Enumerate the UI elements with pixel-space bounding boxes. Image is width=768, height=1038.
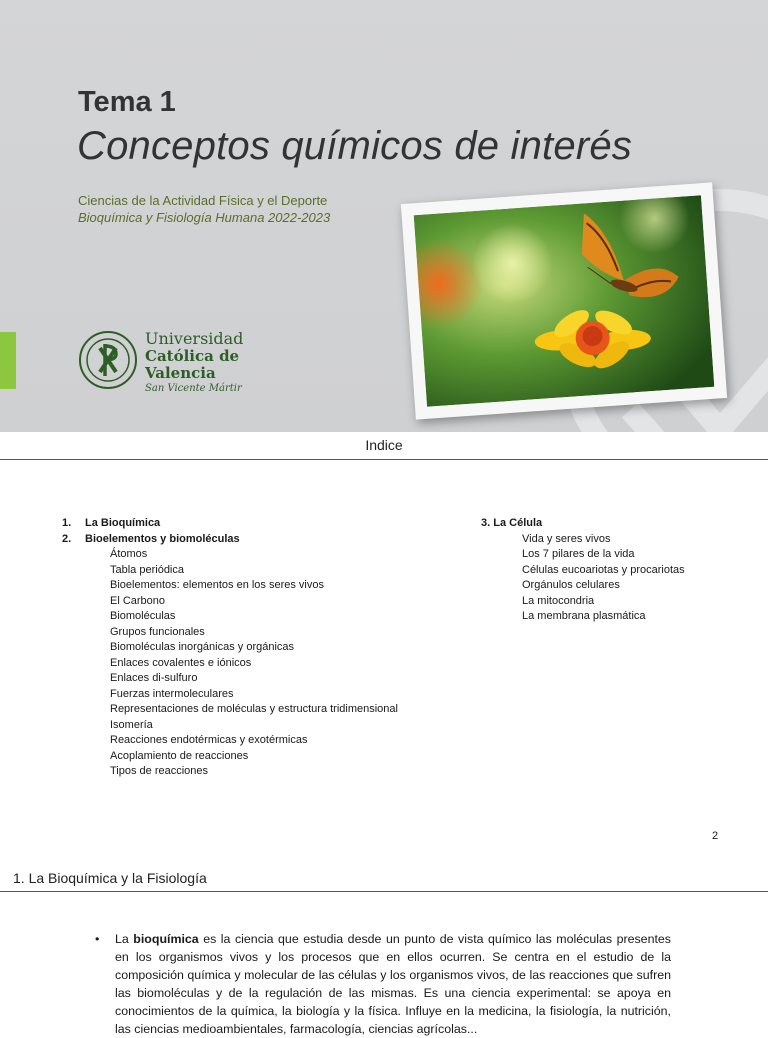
page-number: 2 (712, 830, 719, 842)
index-item-number: 3 (481, 517, 488, 529)
university-name-line2: Católica de (145, 347, 240, 365)
university-name-line1: Universidad (145, 329, 244, 348)
index-right-column (481, 516, 685, 625)
bullet-intro: La (115, 932, 134, 946)
index-title: Indice (365, 437, 403, 453)
index-subitem: Tipos de reacciones (110, 765, 209, 777)
index-subitem: Grupos funcionales (110, 625, 205, 638)
index-item (62, 532, 398, 548)
index-subitem: La membrana plasmática (522, 610, 646, 622)
index-item (62, 516, 398, 532)
university-name (145, 330, 243, 396)
index-subitem: Representaciones de moléculas y estructura tridimensional (110, 703, 398, 715)
index-subitem: Vida y seres vivos (522, 532, 611, 545)
index-subitem: Acoplamiento de reacciones (110, 749, 249, 762)
cover-slide (0, 0, 768, 432)
index-subitem: Bioelementos: elementos en los seres vivos (110, 579, 324, 591)
subject-subtitle: Bioquímica y Fisiología Humana 2022-2023 (78, 210, 331, 225)
bullet-paragraph (95, 930, 671, 1038)
index-subitem: Enlaces di-sulfuro (110, 672, 198, 684)
butterfly-flower-image (414, 195, 715, 407)
university-name-line4: San Vicente Mártir (145, 383, 242, 394)
index-subitem: Isomería (110, 718, 153, 731)
index-item-label: La Bioquímica (85, 517, 161, 529)
index-item (481, 516, 685, 532)
index-left-column (62, 516, 398, 780)
accent-bar (0, 332, 16, 389)
index-item-number: 1. (62, 517, 72, 529)
index-subitem: Tabla periódica (110, 563, 184, 576)
index-subitem: Células eucoariotas y procariotas (522, 563, 685, 576)
university-seal-icon (78, 330, 138, 390)
section-title: 1. La Bioquímica y la Fisiología (13, 870, 207, 886)
index-subitem: La mitocondria (522, 594, 595, 607)
index-item-label: . La Célula (487, 517, 543, 529)
index-subitem: Orgánulos celulares (522, 579, 620, 591)
index-subitem: Reacciones endotérmicas y exotérmicas (110, 734, 308, 746)
divider (0, 891, 768, 892)
bullet-keyword: bioquímica (133, 932, 199, 946)
index-subitem: Fuerzas intermoleculares (110, 687, 234, 700)
bullet-icon: • (95, 932, 100, 946)
topic-number: Tema 1 (78, 86, 176, 118)
butterfly-photo (401, 182, 727, 419)
course-subtitle: Ciencias de la Actividad Física y el Deporte (78, 193, 328, 208)
index-item-number: 2. (62, 532, 72, 545)
index-subitem: Biomoléculas (110, 610, 176, 622)
index-subitem: El Carbono (110, 594, 166, 607)
university-name-line3: Valencia (145, 364, 216, 382)
page-title: Conceptos químicos de interés (77, 124, 632, 168)
index-subitem: Enlaces covalentes e iónicos (110, 656, 252, 669)
index-item-label: Bioelementos y biomoléculas (85, 532, 240, 545)
index-subitem: Átomos (110, 548, 148, 560)
index-subitem: Biomoléculas inorgánicas y orgánicas (110, 641, 295, 653)
divider (0, 459, 768, 460)
bullet-text (115, 930, 671, 1038)
bullet-body: es la ciencia que estudia desde un punto de vista químico las moléculas presentes en los organismos vivos y los procesos que en ellos ocurren. Se centra en el estudio de la composición química y molecular de las células y los organismos vivos, de las reacciones que sufren las biomoléculas y de la regulación de las mismas. Es una ciencia experimental: se apoya en conocimientos de la química, la biología y la física. Influye en la medicina, la fisiología, la nutrición, las ciencias medioambientales, farmacología, ciencias agrícolas... (115, 932, 671, 1036)
index-subitem: Los 7 pilares de la vida (522, 548, 635, 560)
